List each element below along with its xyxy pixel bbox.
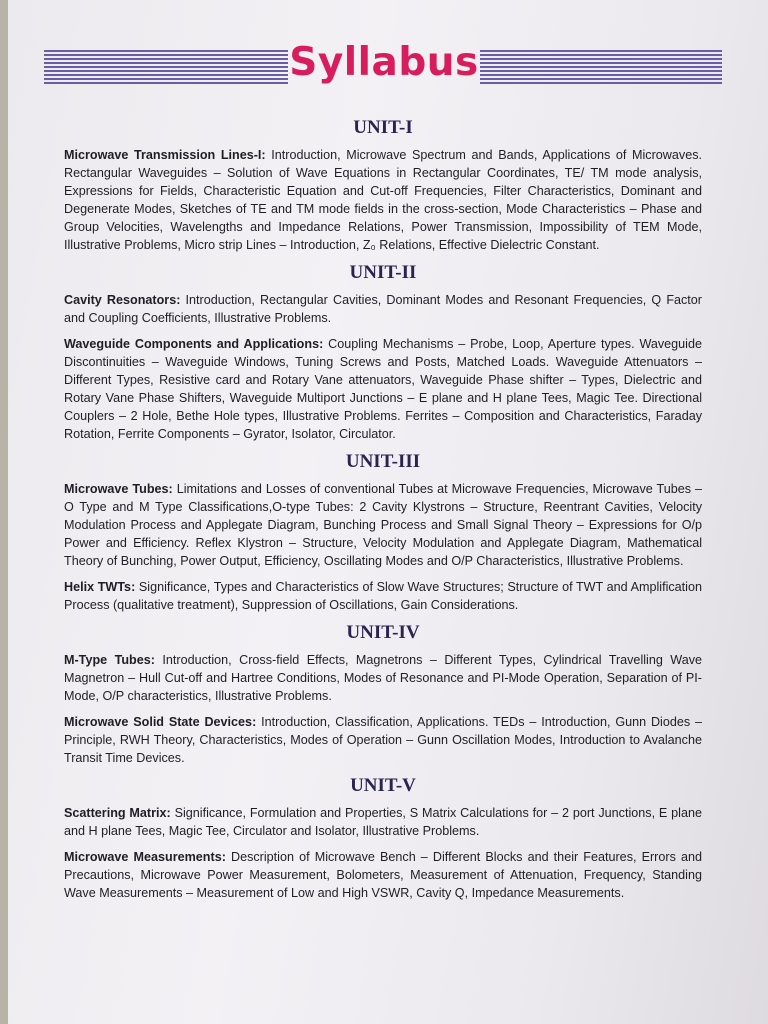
topic-text: Significance, Types and Characteristics of Slow Wave Structures; Structure of TWT and Amplification Process (qualitative treatment), Suppression of Oscillations, Gain Considerations. [64, 580, 702, 612]
topic-title: Cavity Resonators: [64, 293, 181, 307]
page-title: Syllabus [289, 40, 479, 85]
topic-paragraph [64, 335, 702, 443]
topic-title: Waveguide Components and Applications: [64, 337, 324, 351]
topic-text: Introduction, Classification, Applications. TEDs – Introduction, Gunn Diodes – Principle, RWH Theory, Characteristics, Modes of Operation – Gunn Oscillation Modes, Introduction to Avalanche Transit Time Devices. [64, 715, 702, 765]
topic-paragraph [64, 804, 702, 840]
topic-title: Microwave Solid State Devices: [64, 715, 257, 729]
topic-paragraph [64, 291, 702, 327]
unit-heading: UNIT-III [345, 451, 421, 472]
topic-paragraph [64, 651, 702, 705]
header-stripes-left [44, 50, 288, 84]
topic-text: Limitations and Losses of conventional Tubes at Microwave Frequencies, Microwave Tubes – O Type and M Type Classifications,O-type Tubes: 2 Cavity Klystrons – Structure, Reentrant Cavities, Velocity Modulation Process and Applegate Diagram, Bunching Process and Small Signal Theory – Expressions for O/p Power and Efficiency. Reflex Klystron – Structure, Velocity Modulation and Applegate Diagram, Mathematical Theory of Bunching, Power Output, Efficiency, Oscillating Modes and O/P Characteristics, Illustrative Problems. [64, 482, 702, 568]
unit-2 [64, 262, 702, 443]
topic-paragraph [64, 480, 702, 570]
syllabus-content [64, 117, 702, 910]
topic-text: Description of Microwave Bench – Different Blocks and their Features, Errors and Precautions, Microwave Power Measurement, Bolometers, Measurement of Attenuation, Frequency, Standing Wave Measurements – Measurement of Low and High VSWR, Cavity Q, Impedance Measurements. [64, 850, 702, 900]
topic-text: Introduction, Rectangular Cavities, Dominant Modes and Resonant Frequencies, Q Factor and Coupling Coefficients, Illustrative Problems. [64, 293, 703, 325]
topic-paragraph [64, 848, 702, 902]
unit-heading: UNIT-IV [346, 622, 420, 643]
topic-text: Introduction, Cross-field Effects, Magnetrons – Different Types, Cylindrical Travelling Wave Magnetron – Hull Cut-off and Hartree Conditions, Modes of Resonance and PI-Mode Operation, Separation of PI-Mode, O/P characteristics, Illustrative Problems. [64, 653, 703, 703]
syllabus-header [8, 40, 768, 110]
topic-text: Introduction, Microwave Spectrum and Bands, Applications of Microwaves. Rectangular Waveguides – Solution of Wave Equations in Rectangular Coordinates, TE/ TM mode analysis, Expressions for Fields, Characteristic Equation and Cut-off Frequencies, Filter Characteristics, Dominant and Degenerate Modes, Sketches of TE and TM mode fields in the cross-section, Mode Characteristics – Phase and Group Velocities, Wavelengths and Impedance Relations, Power Transmission, Impossibility of TEM Mode, Illustrative Problems, Micro strip Lines – Introduction, Z₀ Relations, Effective Dielectric Constant. [64, 148, 702, 252]
unit-heading: UNIT-V [350, 775, 416, 796]
unit-heading: UNIT-II [349, 262, 417, 283]
topic-text: Significance, Formulation and Properties, S Matrix Calculations for – 2 port Junctions, E plane and H plane Tees, Magic Tee, Circulator and Isolator, Illustrative Problems. [64, 806, 702, 838]
unit-3 [64, 451, 702, 614]
header-stripes-right [480, 50, 722, 84]
topic-title: Helix TWTs: [64, 580, 136, 594]
topic-title: M-Type Tubes: [64, 653, 155, 667]
topic-paragraph [64, 713, 702, 767]
unit-1 [64, 117, 702, 254]
topic-text: Coupling Mechanisms – Probe, Loop, Aperture types. Waveguide Discontinuities – Waveguide Windows, Tuning Screws and Posts, Matched Loads. Waveguide Attenuators – Different Types, Resistive card and Rotary Vane attenuators, Waveguide Phase shifter – Types, Dielectric and Rotary Vane Phase Shifters, Waveguide Multiport Junctions – E plane and H plane Tees, Magic Tee. Directional Couplers – 2 Hole, Bethe Hole types, Illustrative Problems. Ferrites – Composition and Characteristics, Faraday Rotation, Ferrite Components – Gyrator, Isolator, Circulator. [64, 337, 702, 441]
topic-paragraph [64, 578, 702, 614]
syllabus-page [8, 0, 768, 1024]
topic-title: Microwave Transmission Lines-I: [64, 148, 266, 162]
unit-5 [64, 775, 702, 902]
unit-heading: UNIT-I [353, 117, 413, 138]
topic-title: Microwave Measurements: [64, 850, 226, 864]
unit-4 [64, 622, 702, 767]
topic-title: Microwave Tubes: [64, 482, 173, 496]
topic-paragraph [64, 146, 702, 254]
topic-title: Scattering Matrix: [64, 806, 171, 820]
